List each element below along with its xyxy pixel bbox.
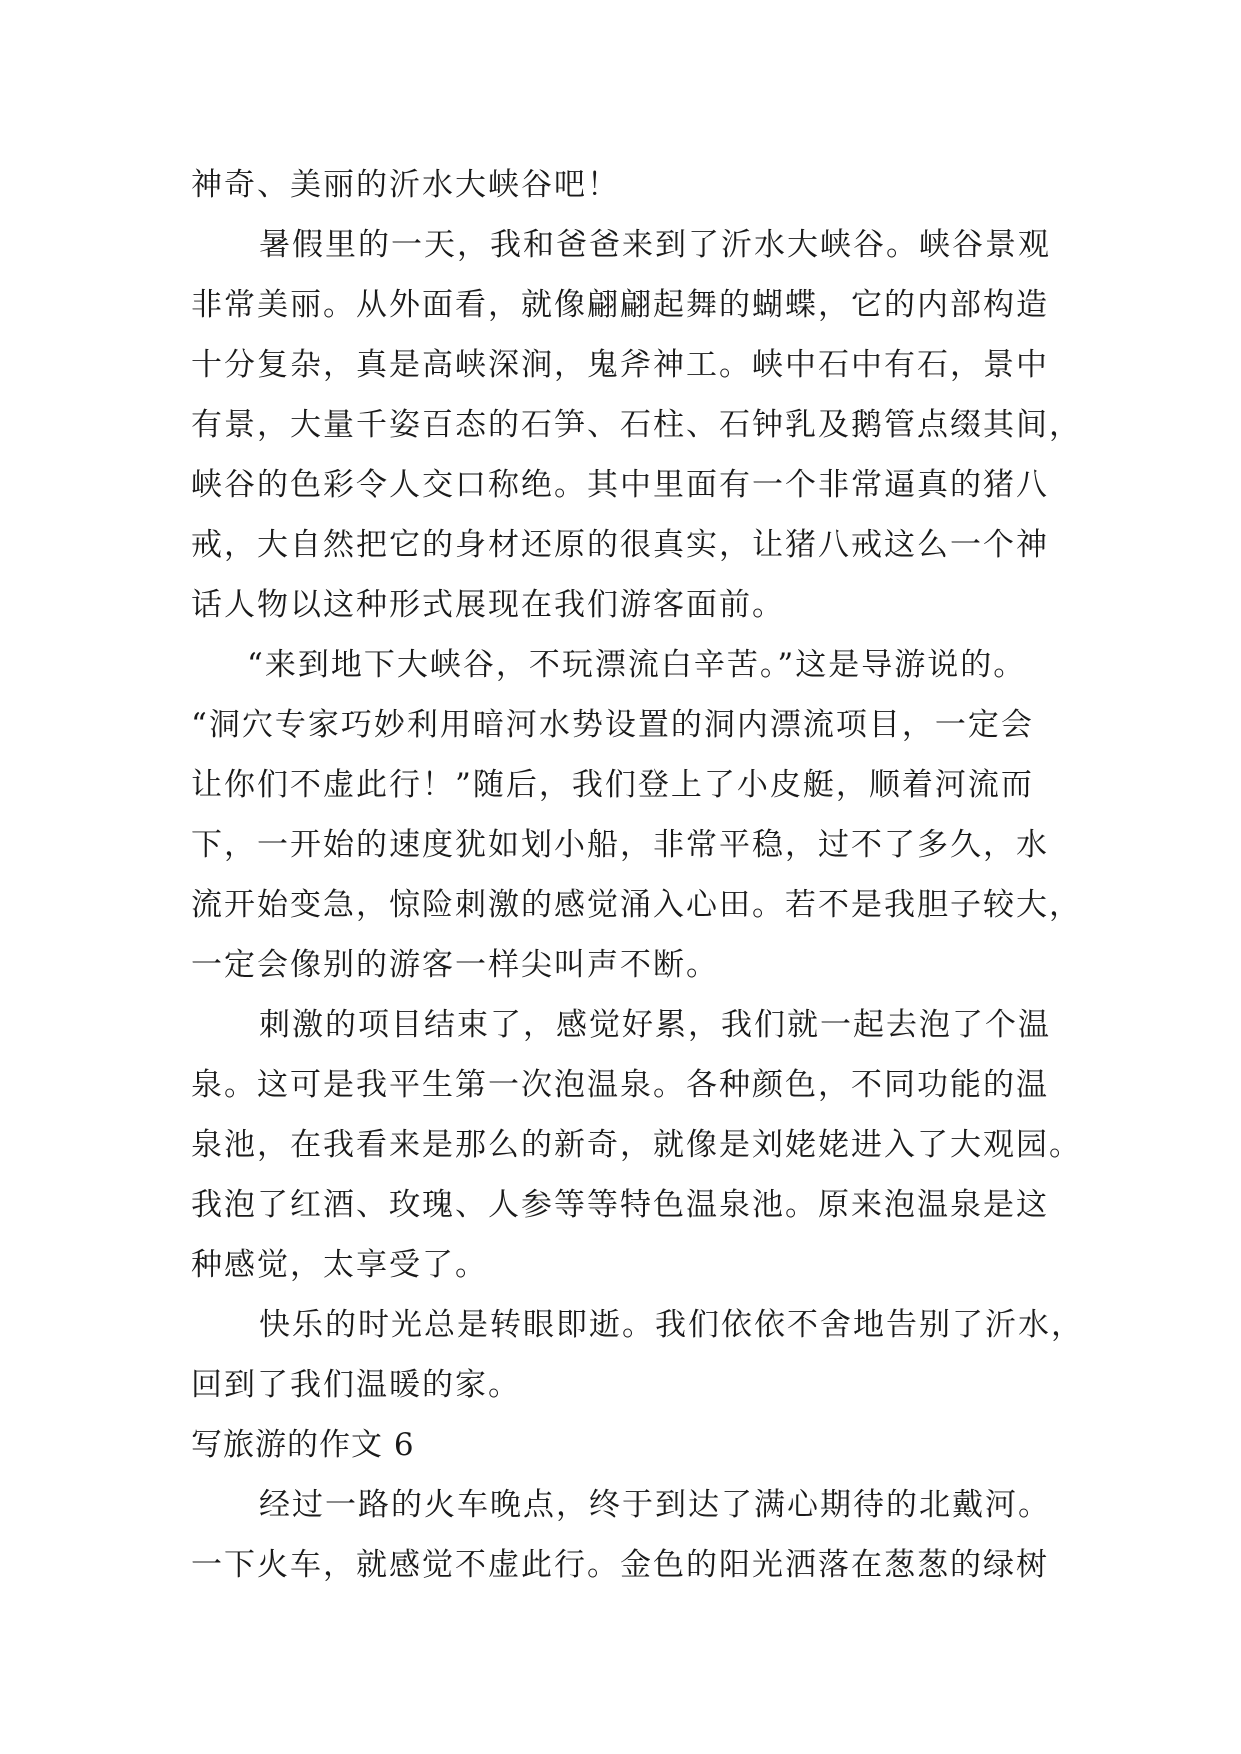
paragraph-start-line: “来到地下大峡谷，不玩漂流白辛苦。”这是导游说的。 (247, 647, 1027, 683)
essay-text (191, 155, 1091, 1595)
paragraph-start-line: 快乐的时光总是转眼即逝。我们依依不舍地告别了沂水， (259, 1307, 1084, 1343)
text-line: 让你们不虚此行！”随后，我们登上了小皮艇，顺着河流而 (191, 767, 1034, 803)
paragraph-start-line: 暑假里的一天，我和爸爸来到了沂水大峡谷。峡谷景观 (259, 227, 1051, 263)
text-line: 我泡了红酒、玫瑰、人参等等特色温泉池。原来泡温泉是这 (191, 1187, 1049, 1223)
section-heading: 写旅游的作文 6 (191, 1427, 415, 1463)
text-line: 峡谷的色彩令人交口称绝。其中里面有一个非常逼真的猪八 (191, 467, 1049, 503)
text-line: 下，一开始的速度犹如划小船，非常平稳，过不了多久，水 (191, 827, 1049, 863)
text-line: 话人物以这种形式展现在我们游客面前。 (191, 587, 785, 623)
text-line: “洞穴专家巧妙利用暗河水势设置的洞内漂流项目，一定会 (191, 707, 1034, 743)
text-line: 流开始变急，惊险刺激的感觉涌入心田。若不是我胆子较大， (191, 887, 1082, 923)
text-line: 神奇、美丽的沂水大峡谷吧！ (191, 167, 620, 203)
text-line: 十分复杂，真是高峡深涧，鬼斧神工。峡中石中有石，景中 (191, 347, 1049, 383)
text-line: 一下火车，就感觉不虚此行。金色的阳光洒落在葱葱的绿树 (191, 1547, 1049, 1583)
paragraph-start-line: 经过一路的火车晚点，终于到达了满心期待的北戴河。 (259, 1487, 1051, 1523)
text-line: 一定会像别的游客一样尖叫声不断。 (191, 947, 719, 983)
text-line: 非常美丽。从外面看，就像翩翩起舞的蝴蝶，它的内部构造 (191, 287, 1049, 323)
text-line: 戒，大自然把它的身材还原的很真实，让猪八戒这么一个神 (191, 527, 1049, 563)
text-line: 有景，大量千姿百态的石笋、石柱、石钟乳及鹅管点缀其间， (191, 407, 1082, 443)
text-line: 泉池，在我看来是那么的新奇，就像是刘姥姥进入了大观园。 (191, 1127, 1082, 1163)
text-line: 泉。这可是我平生第一次泡温泉。各种颜色，不同功能的温 (191, 1067, 1049, 1103)
text-line: 种感觉，太享受了。 (191, 1247, 488, 1283)
paragraph-start-line: 刺激的项目结束了，感觉好累，我们就一起去泡了个温 (259, 1007, 1051, 1043)
text-line: 回到了我们温暖的家。 (191, 1367, 521, 1403)
